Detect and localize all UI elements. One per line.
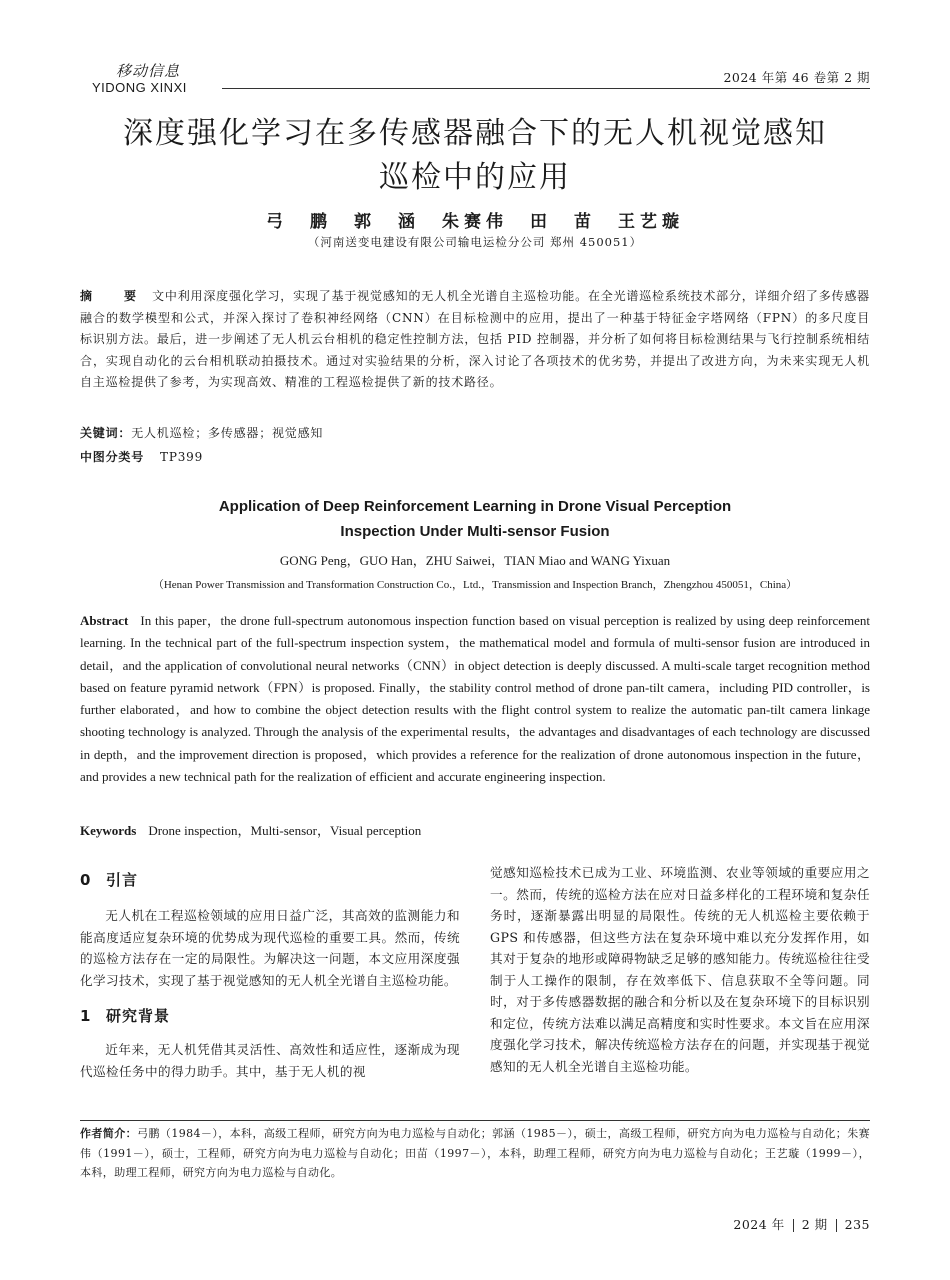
abstract-cn-text: 文中利用深度强化学习，实现了基于视觉感知的无人机全光谱自主巡检功能。在全光谱巡检系统技术部分，详细介绍了多传感器融合的数学模型和公式，并深入探讨了卷积神经网络（CNN）在目标检测中的应用，提出了一种基于特征金字塔网络（FPN）的多尺度目标识别方法。最后，进一步阐述了无人机云台相机的稳定性控制方法，包括 PID 控制器，并分析了如何将目标检测结果与飞行控制系统相结合，实现自动化的云台相机联动拍摄技术。通过对实验结果的分析，深入讨论了各项技术的优劣势，并提出了改进方向，为未来实现无人机自主巡检提供了参考，为实现高效、精准的工程巡检提供了新的技术路径。 bbox=[80, 289, 870, 389]
page-footer bbox=[733, 1215, 870, 1233]
keywords-cn-label: 关键词： bbox=[80, 426, 132, 440]
clc-value: TP399 bbox=[160, 450, 203, 464]
footer-separator bbox=[836, 1219, 837, 1232]
affiliation-en: （Henan Power Transmission and Transformation Construction Co.，Ltd.，Transmission and Inspection Branch，Zhengzhou 450051，China） bbox=[152, 579, 798, 591]
article-title-en bbox=[80, 494, 870, 544]
section-title: 引言 bbox=[106, 871, 139, 889]
keywords-cn bbox=[80, 424, 323, 441]
affiliation-cn: （河南送变电建设有限公司输电运检分公司 郑州 450051） bbox=[307, 235, 643, 249]
authors-cn: 弓 鹏 郭 涵 朱赛伟 田 苗 王艺璇 bbox=[266, 212, 684, 232]
issue-info: 2024 年第 46 卷第 2 期 bbox=[723, 70, 870, 85]
footnote-text: 弓鹏（1984－），本科，高级工程师，研究方向为电力巡检与自动化；郭涵（1985－），硕士，高级工程师，研究方向为电力巡检与自动化；朱赛伟（1991－），硕士，工程师，研究方向为电力巡检与自动化；田苗（1997－），本科，助理工程师，研究方向为电力巡检与自动化；王艺璇（1999－），本科，助理工程师，研究方向为电力巡检与自动化。 bbox=[80, 1127, 871, 1179]
footnote-label: 作者简介： bbox=[80, 1127, 138, 1140]
running-header bbox=[80, 60, 870, 95]
abstract-en-label: Abstract bbox=[80, 613, 129, 628]
abstract-cn-label: 摘 要 bbox=[80, 289, 147, 303]
classification-code bbox=[80, 448, 203, 465]
body-column-left bbox=[80, 865, 460, 1092]
footer-issue: 2 期 bbox=[801, 1217, 828, 1232]
title-cn-line-2: 巡检中的应用 bbox=[379, 160, 571, 195]
author-bio-footnote bbox=[80, 1124, 870, 1183]
paragraph-background-continued: 觉感知巡检技术已成为工业、环境监测、农业等领域的重要应用之一。然而，传统的巡检方法在应对日益多样化的工程环境和复杂任务时，逐渐暴露出明显的局限性。传统的无人机巡检主要依赖于 GPS 和传感器，但这些方法在复杂环境中难以充分发挥作用，如其对于复杂的地形或障碍物缺乏足够的感知能力。传统巡检往往受制于人工操作的限制，存在效率低下、信息获取不全等问题。同时，对于多传感器数据的融合和分析以及在复杂环境下的目标识别和定位，传统方法难以满足高精度和实时性要求。本文旨在应用深度强化学习技术，解决传统巡检方法存在的问题，并实现基于视觉感知的无人机全光谱自主巡检功能。 bbox=[490, 865, 870, 1074]
journal-name-cn: 移动信息 bbox=[116, 62, 181, 80]
title-en-line-2: Inspection Under Multi-sensor Fusion bbox=[340, 523, 610, 540]
footer-separator bbox=[793, 1219, 794, 1232]
title-cn-line-1: 深度强化学习在多传感器融合下的无人机视觉感知 bbox=[123, 116, 827, 151]
keywords-en-text: Drone inspection，Multi-sensor，Visual perception bbox=[148, 823, 422, 838]
clc-label: 中图分类号 bbox=[80, 450, 145, 464]
abstract-en bbox=[80, 610, 870, 788]
page-number: 235 bbox=[844, 1217, 870, 1232]
section-heading-background bbox=[80, 1001, 460, 1031]
journal-name-en: YIDONG XINXI bbox=[92, 80, 187, 95]
paragraph-intro: 无人机在工程巡检领域的应用日益广泛，其高效的监测能力和能高度适应复杂环境的优势成为现代巡检的重要工具。然而，传统的巡检方法存在一定的局限性。为解决这一问题，本文应用深度强化学习技术，实现了基于视觉感知的无人机全光谱自主巡检功能。 bbox=[80, 908, 460, 988]
abstract-cn bbox=[80, 286, 870, 394]
section-heading-intro bbox=[80, 865, 460, 895]
body-column-right bbox=[490, 862, 870, 1087]
keywords-cn-text: 无人机巡检；多传感器；视觉感知 bbox=[131, 426, 324, 440]
section-number: 1 bbox=[80, 1007, 92, 1025]
keywords-en bbox=[80, 820, 421, 839]
paragraph-background-start: 近年来，无人机凭借其灵活性、高效性和适应性，逐渐成为现代巡检任务中的得力助手。其中，基于无人机的视 bbox=[80, 1042, 460, 1079]
header-rule bbox=[222, 88, 870, 89]
article-title-cn bbox=[80, 112, 870, 200]
abstract-en-text: In this paper，the drone full-spectrum autonomous inspection function based on visual perception is realized by using deep reinforcement learning. In the technical part of the full-spectrum inspection system，the mathematical model and formula of multi-sensor fusion are introduced in detail，and the application of convolutional neural networks（CNN）in object detection is deeply discussed. A multi-scale target recognition method based on feature pyramid network（FPN）is proposed. Finally，the stability control method of drone pan-tilt camera，including PID controller，is further elaborated，and how to combine the object detection results with the flight control system to realize the automatic pan-tilt camera linkage shooting technology is analyzed. Through the analysis of the experimental results，the advantages and disadvantages of each technology are discussed in depth，and the improvement direction is proposed，which provides a reference for the realization of drone autonomous inspection in the future，and provides a new technical path for the realization of efficient and accurate engineering inspection. bbox=[80, 613, 870, 785]
section-title: 研究背景 bbox=[106, 1007, 171, 1025]
section-number: 0 bbox=[80, 871, 92, 889]
keywords-en-label: Keywords bbox=[80, 823, 137, 838]
title-en-line-1: Application of Deep Reinforcement Learning in Drone Visual Perception bbox=[218, 498, 732, 515]
footnote-rule bbox=[80, 1120, 870, 1121]
footer-year: 2024 年 bbox=[733, 1217, 785, 1232]
authors-en: GONG Peng，GUO Han，ZHU Saiwei，TIAN Miao and WANG Yixuan bbox=[279, 553, 671, 568]
